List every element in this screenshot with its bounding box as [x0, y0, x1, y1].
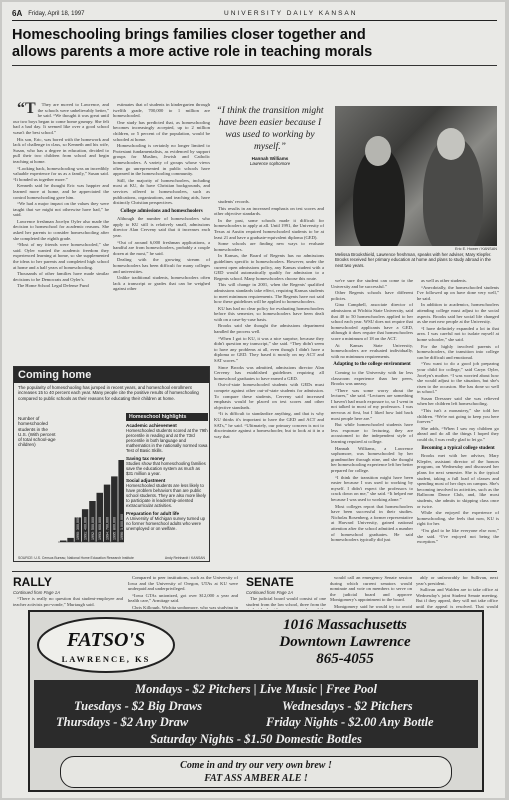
- paragraph: Thousands of other families have made similar decisions to be Democrats and Oyler's.: [13, 271, 109, 282]
- paragraph: Dealing with the growing stream of homeschoolers has been difficult for many colleges and universities.: [113, 257, 210, 274]
- paragraph: would call an emergency Senate session during which current senators would nominate and vote on members to serve on the judicial board and approve Montgomery's appointment to the board.: [330, 575, 412, 603]
- paragraph: But while homeschooled students have less exposure to lecturing, they are accustomed to the independent style of learning required at college.: [331, 422, 413, 445]
- article-column-3: [214, 199, 324, 569]
- homeschool-highlights: [126, 413, 208, 553]
- article-column-4: [331, 278, 413, 568]
- headline-line-1: Homeschooling brings families closer together and: [12, 27, 366, 43]
- highlight-body: Homeschooled students are less likely to have problem behaviors than are public school students. They are also more likely to participate in leadership-oriented extracurricular activities.: [126, 483, 206, 509]
- paragraph: “This isn't a monastery,” she told her children. “We're not going to keep you here forever.”: [417, 408, 499, 425]
- highlight-item: [126, 423, 208, 454]
- paragraph: Since Brooks was admitted, admissions director Alan Cerveny has established guidelines requiring all homeschool graduates to have earned a GED.: [214, 364, 324, 381]
- bar-value-label: 1994: 700,000: [105, 517, 110, 540]
- paragraph: Still, the majority of homeschoolers, including most at KU, do have Christian backgrounds, and services offered to homeschoolers, such as publications, organizations, and teaching aids, have distinctly Christian perspectives.: [113, 177, 210, 206]
- paragraph: In addition to academics, homeschoolers attending college must adjust to the social aspects. Brooks said her social life changed as she met new people at the University.: [417, 302, 499, 325]
- bar-value-label: 1992: 500,000: [90, 517, 95, 540]
- bar-value-label: 1996: 1,000,000: [119, 514, 124, 540]
- paragraph: “Most of my friends were homeschooled,” she said. Oyler wanted the academic freedom they experienced learning at home, so she supplemented the ideas to her parents and completed high school at home and a half years of homeschooling.: [13, 242, 109, 270]
- ad-monday: Mondays - $2 Pitchers | Live Music | Free Pool: [135, 682, 377, 696]
- paragraph: we're sure the student can come to the University and be successful.”: [331, 278, 413, 289]
- paragraph: The judicial board would consist of one student from the law school, three from the: [246, 596, 326, 607]
- ad-wednesday: Wednesdays - $2 Pitchers: [282, 699, 413, 713]
- paragraph: “We had a major impact on the values they were taught that we might not otherwise have had,” he said.: [13, 201, 109, 218]
- paragraph: Montgomery said he would try to avoid: [334, 603, 412, 609]
- paragraph: “I have definitely expanded a lot in that area. I was careful not to isolate myself at home schooler,” she said.: [417, 325, 499, 342]
- paragraph: students' records.: [218, 199, 250, 204]
- logo-city: LAWRENCE, KS: [61, 654, 151, 664]
- highlight-heading: Social adjustment: [126, 477, 166, 483]
- highlight-body: A University of Michigan survey turned up no former homeschool adults who were unemployed or on welfare.: [126, 515, 206, 531]
- highlight-item: [126, 511, 208, 531]
- highlight-heading: Saving tax money: [126, 455, 166, 461]
- bar-1985: [67, 538, 74, 542]
- ad-street: 1016 Massachusetts: [283, 617, 407, 633]
- paragraph: ably or unfavorably for Sullivan, next year's president.: [416, 575, 498, 586]
- ad-thursday: Thursdays - $2 Any Draw: [56, 715, 189, 729]
- paragraph: “There was some worry about the lectures,” she said. “Lectures are something I haven't had much exposure to, so I went in not talked to most of my professors. I was nervous at first, but I liked how laid back most people here are.”: [331, 387, 413, 421]
- bar-value-label: 1995: 800,000: [112, 517, 117, 540]
- highlight-heading: Academic achievement: [126, 423, 177, 428]
- paragraph: Most colleges report that homeschoolers have been successful in their studies. Nicholas Rosenberg, a former representative at Harvard University, gained national attention after the school admitted a number of homeschool graduates. He said homeschoolers typically did just: [331, 503, 413, 543]
- logo-name: FATSO'S: [66, 629, 146, 651]
- headline-rule: [12, 65, 497, 66]
- paragraph: as well as other students.: [421, 278, 467, 283]
- article-photo: [335, 106, 497, 246]
- paper-name: UNIVERSITY DAILY KANSAN: [224, 10, 358, 17]
- paragraph: “I'm glad to be like everyone else now,” she said. “I've enjoyed not being the exception.”: [417, 527, 499, 545]
- pull-quote-role: Lawrence sophomore: [249, 161, 291, 166]
- subhead: Becoming a typical college student: [421, 445, 495, 451]
- highlight-item: [126, 478, 208, 509]
- ad-brew-callout: [60, 756, 452, 788]
- paragraph: At Kansas State University, homeschoolers are evaluated individually, with no minimum requirements.: [331, 342, 413, 359]
- sidebar-title: Coming home: [14, 367, 209, 383]
- pull-quote: [214, 105, 326, 197]
- bar-value-label: 1990: 300,000: [76, 517, 81, 540]
- paragraph: Susan Dressner said she was relieved when her children left homeschooling.: [417, 395, 499, 407]
- paragraph: “There is really no question that student-employee and teacher activists pro-vonde,” Murtaugh said.: [13, 596, 123, 607]
- paragraph: Kenneth said he thought Eric was happier and learned more at home, and he appreciated the control homeschooling gave him.: [13, 183, 109, 200]
- highlight-item: [126, 456, 208, 476]
- paragraph: Brooks said she thought the admissions department handled the process well.: [214, 323, 324, 335]
- paragraph: She adds, “When I saw my children go ahead and do all the things I hoped they could do, I was really glad to let go.”: [417, 425, 499, 443]
- paragraph: “Iowa GTAs unionized, got over $12,000 a year and health care,” Armitage said.: [128, 592, 238, 604]
- highlight-heading: Preparation for adult life: [126, 510, 180, 516]
- sidebar-intro: The popularity of homeschooling has jumped in recent years, and homeschool enrollment increases 15 to 40 percent each year. Many people cite the positive results of homeschooling compared to public schools as their reasons for educating their children at home.: [18, 385, 199, 401]
- paragraph: “T They are moved to Lawrence, and the schools were unbelievably better,” he said. “We thought it was great until our two boys began to come home grumpy. She felt bad a bad day. It seemed like over a good school wasn't the best school.”: [13, 102, 109, 135]
- paragraph: His son, Eric, was bored with the homework and lack of challenge in class, so Kenneth and his wife, Susan, who has a degree in education, decided to pull their two children from school and begin teaching at home.: [13, 136, 109, 164]
- paragraph: Coming to the University with far less classroom experience than her peers, Brooks was uneasy.: [331, 369, 413, 387]
- bar-value-label: 1991: 400,000: [83, 517, 88, 540]
- page-number: 6A: [12, 9, 23, 18]
- paragraph: estimates that of students in kindergarten through twelfth grade, 700,000 to 1 million are homeschooled.: [113, 102, 210, 119]
- headline: [12, 27, 497, 61]
- paragraph: The Home School Legal Defense Fund: [17, 283, 89, 289]
- photo-caption: Melissa Brookshield, Lawrence freshman, speaks with her adviser, Mary Klepfer. Brooks received her primary education at home and plans to study abroad in the next two years.: [335, 252, 492, 268]
- paragraph: In Kansas, the Board of Regents has no admissions guidelines specific to homeschoolers. However, under the current open admissions policy, any Kansas student with a GED would automatically qualify for admission to a Regents school. Many homeschoolers choose this route.: [214, 253, 324, 281]
- paragraph: “Out of around 6,000 freshman applications, a handful are from homeschoolers, probably a couple dozen at the most,” he said.: [113, 239, 210, 256]
- drop-cap: “T: [17, 102, 36, 117]
- fatsos-logo: [36, 616, 176, 674]
- paragraph: Some schools are finding new ways to evaluate homeschoolers.: [214, 241, 324, 252]
- paragraph: Sullivan and Walden are to take office at Wednesday's joint Student Senate meeting. But if they appeal, they will not take office until the appeal is resolved. That would: [416, 587, 498, 609]
- rally-title: RALLY: [13, 575, 52, 589]
- paragraph: [13, 608, 123, 609]
- paragraph: Although the number of homeschoolers who apply to KU still is relatively small, admissions director Alan Cerveny said that it increases each year.: [113, 216, 210, 239]
- article-column-5: [417, 278, 499, 568]
- senate-continued: Continued from Page 1A: [246, 590, 294, 595]
- paragraph: Chris Killough, Wichita sophomore, who was studying in: [132, 604, 238, 609]
- ad-tuesday: Tuesdays - $2 Big Draws: [74, 699, 203, 713]
- paragraph: Compared to peer institutions, such as the University of Iowa and the University of Oregon, UTAs at KU were underpaid and underprivileged.: [128, 575, 238, 592]
- ad-brew-line-2: FAT ASS AMBER ALE !: [204, 773, 308, 784]
- ad-specials: [34, 680, 478, 748]
- senate-title: SENATE: [246, 575, 294, 589]
- sidebar-credit: Andy Reinhardt / KANSAN: [164, 556, 205, 560]
- paragraph: Other Regents schools have different policies.: [331, 290, 413, 301]
- paragraph: While she enjoyed the experience of homeschooling, she feels that now, KU is right for her.: [417, 510, 499, 527]
- headline-line-2: allows parents a more active role in teaching morals: [12, 44, 373, 60]
- paragraph: Brooks met with her adviser, Mary Klepfer, assistant director of the honors program, on Wednesday and discussed her plans for next semester. She is the typical student, taking a full load of classes and spending most of her days on campus. She's becoming involved in activities, such as the Ballroom Dance Club, and, like most students, she admits to skipping class once or twice.: [417, 453, 499, 509]
- paragraph: Hannah Williams, a Lawrence sophomore, was homeschooled by her grandmother through nine, and she thought her homeschooling experience left her better prepared for college.: [331, 445, 413, 473]
- issue-date: Friday, April 18, 1997: [28, 10, 85, 17]
- fatsos-advertisement: [28, 610, 484, 792]
- senate-column-1: [246, 596, 326, 609]
- ad-address: [210, 617, 480, 668]
- ad-phone: 865-4055: [316, 651, 374, 667]
- ad-saturday: Saturday Nights - $1.50 Domestic Bottles: [150, 732, 362, 746]
- pull-quote-name: Hannah Williams: [251, 156, 289, 161]
- paragraph: This will change in 2001, when the Regents' qualified admissions standards take effect, requiring Kansas students to meet minimum requirements. The Regents have not said how these guidelines will be applied to homeschoolers.: [214, 282, 324, 305]
- paragraph: “I think the transition might have been easier because I was used to working by myself. I didn't expect the professors to crack down on me,” she said. “It helped me because I was used to working alone.”: [331, 474, 413, 502]
- coming-home-sidebar: [13, 366, 210, 562]
- chart-label: Number of homeschooled students in the U.S. (With percent of total school-age children): [18, 416, 56, 448]
- paragraph: “Anecdotally, the homeschooled students I've followed up on have done very well,” he said.: [417, 284, 499, 301]
- subhead: Adapting to the college environment: [333, 362, 411, 368]
- ad-friday: Friday Nights - $2.00 Any Bottle: [266, 715, 434, 729]
- paragraph: Unlike traditional students, homeschoolers often lack a transcript or grades that can be weighed against other: [113, 275, 210, 292]
- paragraph: Lawrence freshman Jocelyn Oyler also made the decision to homeschool for academic reasons. She asked her parents to consider homeschooling after she completed the eighth grade.: [13, 218, 109, 241]
- article-column-2: [113, 102, 210, 364]
- rally-continued: Continued from Page 1A: [13, 590, 61, 595]
- rally-column-1: [13, 596, 123, 609]
- paragraph: For the highly involved parents of homeschoolers, the transition into college can be difficult and emotional.: [417, 343, 499, 360]
- highlights-title: Homeschool highlights: [126, 413, 208, 421]
- senate-column-3: [416, 575, 498, 609]
- paragraph: KU has had no clear policy for evaluating homeschoolers before this semester, so homeschoolers have been dealt with on a case-by-case basis.: [214, 305, 324, 322]
- article-column-1: [13, 102, 109, 364]
- paragraph: This results in an increased emphasis on test scores and other objective standards.: [214, 205, 324, 217]
- paragraph: One study has predicted that, as homeschooling becomes increasingly accepted, up to 2 million children, or 5 percent of the population, would be schooled at home.: [113, 119, 210, 142]
- paragraph: In the past, some schools made it difficult for homeschoolers to apply at all. Until 1991, the University of Texas at Austin required homeschooled students to be at least 21 and have a graduate-equivalent diploma (GED).: [214, 217, 324, 240]
- highlight-body: Homeschooled students scored at the 79th percentile in reading and at the 73rd percentile in both language and mathematics in the nationally normed Iowa Test of Basic Skills.: [126, 428, 208, 454]
- paragraph: Gina Campbell, associate director of admissions at Wichita State University, said that 40 to 50 homeschoolers applied to her school each year. WSU does not require that homeschooled applicants have a GED, although it does require that homeschoolers score a minimum of 18 on the ACT.: [331, 302, 413, 341]
- paragraph: “You want to do a good job preparing your child for college,” said Caryn Oyler, Jocelyn's mother. “I was worried about how she would adjust to the situation, but she's risen to the occasion. She has done so well in school.”: [417, 361, 499, 395]
- section-rule: [12, 571, 497, 572]
- homeschool-bar-chart: [16, 410, 124, 555]
- paragraph: “It is difficult to standardize anything, and that is why KU thinks it's important to have the GED and ACT and SATs,” he said. “Ultimately, our primary concern is not to discriminate against a homeschooler, but to look at it in a way that: [214, 411, 324, 439]
- page-header: [12, 7, 497, 21]
- pull-quote-text: “I think the transition might have been easier because I was used to working by myself.”: [216, 106, 324, 152]
- photo-credit: Eric E. Hower / KANSAN: [455, 247, 497, 251]
- photo-face-right: [437, 128, 465, 160]
- ad-district: Downtown Lawrence: [279, 634, 411, 650]
- paragraph: Out-of-state homeschooled students with GEDs must compete against other out-of-state students for admission. To compare these students, Cerveny said increased emphasis would be placed on test scores and other objective standards.: [214, 382, 324, 410]
- photo-face-left: [365, 136, 391, 166]
- sidebar-source: SOURCE: U.S. Census Bureau; National Home Education Research Institute: [18, 556, 134, 560]
- rally-column-2: [128, 575, 238, 609]
- senate-column-2: [330, 575, 412, 609]
- paragraph: Homeschooling is certainly no longer limited to Protestant fundamentalists, as evidenced by support groups for Muslim, Jewish and Catholic homeschoolers. A variety of groups whose views often go unrepresented in public schools have appeared in the homeschooling community.: [113, 143, 210, 177]
- bar-value-label: 1993: 600,000: [98, 517, 103, 540]
- newspaper-page: [2, 2, 505, 798]
- ad-brew-line-1: Come in and try our very own brew !: [180, 760, 332, 771]
- subhead: College admissions and homeschoolers: [120, 208, 203, 214]
- highlight-body: Studies show that homeschooling families save the education system as much as $31 million a year.: [126, 460, 206, 476]
- paragraph: “When I got to KU, it was a nice surprise, because they didn't question my transcript,” she said. “They didn't seem to have any problems at all, even though I didn't have a diploma or GED. They based it mostly on my ACT and SAT scores.”: [214, 335, 324, 364]
- paragraph: “Looking back, homeschooling was an incredibly valuable experience for us as a family,” Susan said. “It bonded us together more.”: [13, 165, 109, 182]
